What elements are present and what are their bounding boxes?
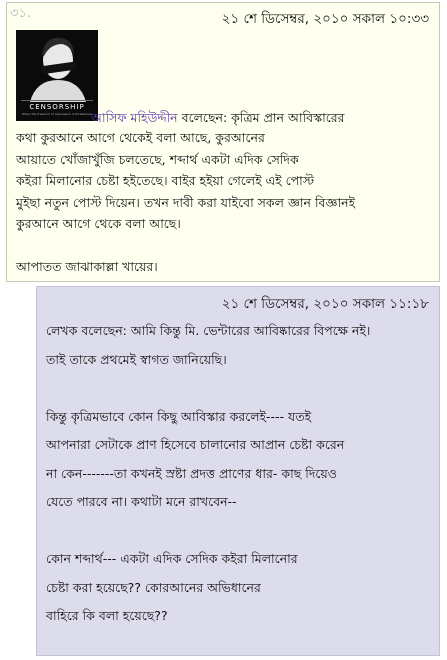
censorship-poster-image (16, 30, 98, 121)
comment-line: কইরা মিলানোর চেষ্টা হইতেছে। বাইর হইয়া গেলেই এই পোস্ট (16, 173, 315, 188)
comment-first-line (91, 109, 345, 127)
reply-line: লেখক বলেছেন: আমি কিন্তু মি. ভেন্টারের আবিষ্কারের বিপক্ষে নই। (46, 323, 371, 338)
author-link[interactable]: আসিফ মহিউদ্দীন (91, 110, 178, 125)
comment-line: কথা কুরআনে আগে থেকেই বলা আছে, কুরআনের (16, 130, 265, 145)
reply-line: যেতে পারবে না। কথাটা মনে রাখবেন-- (46, 494, 237, 509)
avatar-small-text: When the freedom of expression is threatened (22, 112, 92, 116)
reply-line: কোন শব্দার্থ--- একটা এদিক সেদিক কইরা মিলানোর (46, 551, 298, 566)
reply-body (46, 317, 370, 631)
blank-line (46, 517, 370, 546)
reply-line: না কেন-------তা কখনই স্রষ্টা প্রদত্ত প্রাণের ধার- কাছ দিয়েও (46, 465, 337, 481)
blank-line (46, 374, 370, 403)
comment-date: ২১ শে ডিসেম্বর, ২০১০ সকাল ১০:৩৩ (221, 11, 429, 27)
comment-card (6, 2, 440, 282)
author-reply-card (36, 286, 440, 656)
comment-line: মুইছা নতুন পোস্ট দিয়েন। তখন দাবী করা যাইবো সকল জ্ঞান বিজ্ঞানই (16, 194, 356, 210)
reply-line: বাহিরে কি বলা হয়েছে?? (46, 608, 168, 623)
reply-date: ২১ শে ডিসেম্বর, ২০১০ সকাল ১১:১৮ (221, 296, 429, 312)
comment-number: ৩১. (10, 6, 32, 21)
reply-line: আপনারা সেটাকে প্রাণ হিসেবে চালানোর আপ্রান চেষ্টা করেন (46, 437, 345, 452)
comment-said: বলেছেন: কৃত্রিম প্রান আবিস্কারের (181, 110, 345, 125)
reply-line: চেষ্টা করা হয়েছে?? কোরআনের অভিধানের (46, 579, 261, 595)
reply-line: তাই তাকে প্রথমেই স্বাগত জানিয়েছি। (46, 351, 227, 367)
avatar-caption: CENSORSHIP (29, 103, 85, 111)
comment-line: কুরআনে আগে থেকে বলা আছে। (16, 216, 181, 231)
comment-body (16, 127, 355, 278)
blank-line (16, 235, 355, 257)
avatar[interactable] (16, 30, 98, 121)
comment-line: আয়াতে খোঁজাখুঁজি চলতেছে, শব্দার্থ একটা এদিক সেদিক (16, 151, 299, 167)
comment-line: আপাতত জাঝাকাল্লা খায়ের। (16, 259, 158, 274)
reply-line: কিন্তু কৃত্রিমভাবে কোন কিছু আবিস্কার করলেই---- যতই (46, 408, 312, 424)
